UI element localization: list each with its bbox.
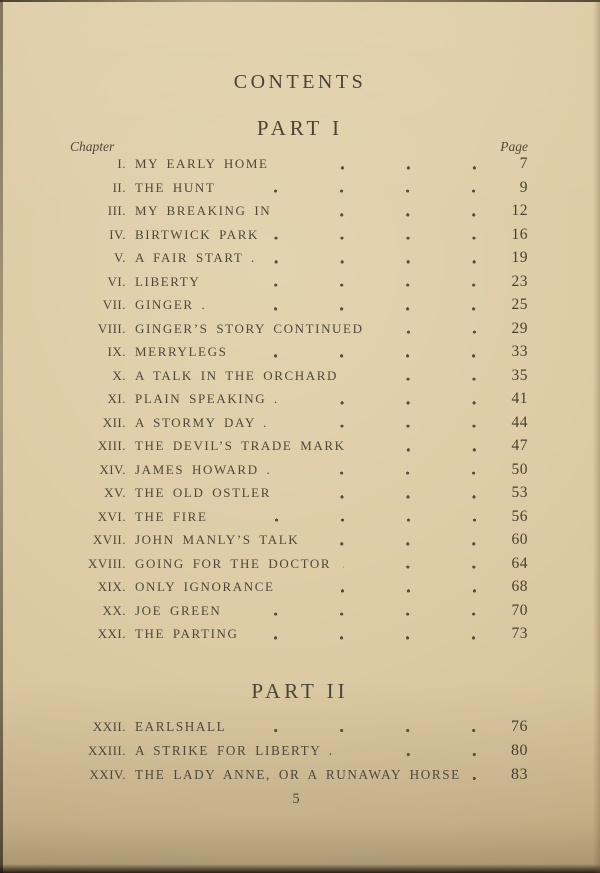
chapter-numeral: XXIII. xyxy=(87,743,126,758)
dot-leader xyxy=(268,246,478,270)
scan-edge-top xyxy=(0,0,600,2)
dot-leader xyxy=(311,528,478,552)
dot-leader xyxy=(473,763,478,787)
dot-leader xyxy=(346,739,478,763)
chapter-title: THE DEVIL’S TRADE MARK xyxy=(135,438,346,453)
toc-entry xyxy=(0,434,600,458)
toc-entry xyxy=(0,411,600,435)
toc-entry xyxy=(0,715,600,739)
page-number: 56 xyxy=(511,507,528,525)
chapter-numeral: XX. xyxy=(102,602,126,618)
chapter-title: A STRIKE FOR LIBERTY . xyxy=(135,743,334,758)
toc-entry xyxy=(0,528,600,552)
page-number: 47 xyxy=(511,437,528,454)
toc-entry xyxy=(0,176,600,200)
page-number: 35 xyxy=(511,366,528,384)
chapter-title: MY BREAKING IN xyxy=(135,203,272,218)
page-number: 7 xyxy=(519,155,528,172)
chapter-numeral: VIII. xyxy=(97,320,126,336)
page-number: 12 xyxy=(511,202,528,219)
scan-edge-right xyxy=(593,0,600,873)
chapter-numeral: V. xyxy=(114,250,126,265)
dot-leader xyxy=(291,387,478,411)
chapter-column-label: Chapter xyxy=(70,139,115,154)
chapter-numeral: III. xyxy=(107,203,126,218)
toc-entry xyxy=(0,763,600,787)
chapter-numeral: XIX. xyxy=(97,579,126,594)
chapter-title: GOING FOR THE DOCTOR xyxy=(135,555,332,571)
page-number: 33 xyxy=(511,343,528,360)
chapter-title: A STORMY DAY . xyxy=(135,414,269,430)
part-2-heading: PART II xyxy=(251,679,349,703)
chapter-numeral: I. xyxy=(117,156,126,171)
dot-leader xyxy=(287,575,478,599)
chapter-title: PLAIN SPEAKING . xyxy=(135,391,279,406)
toc-entry xyxy=(0,199,600,223)
chapter-numeral: XVIII. xyxy=(87,555,126,571)
dot-leader xyxy=(280,411,478,435)
chapter-title: GINGER . xyxy=(135,297,207,312)
chapter-numeral: XI. xyxy=(107,391,126,406)
chapter-numeral: X. xyxy=(112,367,126,383)
chapter-numeral: II. xyxy=(112,179,126,195)
chapter-title: A TALK IN THE ORCHARD xyxy=(135,367,338,383)
page-number: 25 xyxy=(511,296,528,313)
dot-leader xyxy=(283,199,478,223)
chapter-title: A FAIR START . xyxy=(135,250,256,265)
chapter-title: LIBERTY xyxy=(135,273,201,289)
toc-part-1 xyxy=(0,152,600,646)
toc-entry xyxy=(0,270,600,294)
chapter-numeral: XXII. xyxy=(92,719,126,734)
folio-page-number: 5 xyxy=(292,791,300,807)
chapter-title: THE PARTING xyxy=(135,626,239,641)
page-number: 16 xyxy=(511,225,528,243)
dot-leader xyxy=(220,505,479,529)
chapter-title: THE HUNT xyxy=(135,179,216,195)
toc-entry xyxy=(0,458,600,482)
chapter-numeral: XVI. xyxy=(97,508,126,524)
dot-leader xyxy=(376,317,478,341)
toc-entry xyxy=(0,246,600,270)
chapter-title: THE FIRE xyxy=(135,508,208,524)
chapter-title: JOHN MANLY’S TALK xyxy=(135,532,300,547)
page-number: 73 xyxy=(511,625,528,642)
chapter-title: MERRYLEGS xyxy=(135,344,228,359)
page-number: 64 xyxy=(511,554,528,572)
chapter-title: EARLSHALL xyxy=(135,719,227,734)
chapter-numeral: XIV. xyxy=(99,461,126,477)
page-column-label: Page xyxy=(500,139,528,154)
part-1-heading: PART I xyxy=(256,116,344,140)
chapter-numeral: XV. xyxy=(104,485,126,500)
chapter-title: JOE GREEN xyxy=(135,602,222,618)
chapter-title: GINGER’S STORY CONTINUED xyxy=(135,320,364,336)
page-number: 68 xyxy=(511,578,528,595)
toc-entry xyxy=(0,481,600,505)
dot-leader xyxy=(227,176,478,200)
dot-leader xyxy=(350,364,478,388)
chapter-numeral: VI. xyxy=(107,273,126,289)
chapter-title: THE LADY ANNE, OR A RUNAWAY HORSE xyxy=(135,767,461,782)
toc-entry xyxy=(0,340,600,364)
chapter-title: MY EARLY HOME xyxy=(135,156,269,171)
toc-entry xyxy=(0,739,600,763)
toc-entry xyxy=(0,575,600,599)
toc-entry xyxy=(0,293,600,317)
page-number: 53 xyxy=(511,484,528,501)
chapter-title: BIRTWICK PARK xyxy=(135,226,260,242)
page-number: 44 xyxy=(511,413,528,431)
dot-leader xyxy=(239,340,478,364)
toc-entry xyxy=(0,364,600,388)
chapter-title: ONLY IGNORANCE xyxy=(135,579,275,594)
toc-entry xyxy=(0,552,600,576)
chapter-numeral: IV. xyxy=(109,226,126,242)
dot-leader xyxy=(281,152,478,176)
chapter-numeral: VII. xyxy=(102,297,126,312)
page-number: 60 xyxy=(511,531,528,548)
page-number: 41 xyxy=(511,390,528,407)
dot-leader xyxy=(218,293,478,317)
toc-entry xyxy=(0,317,600,341)
toc-part-2 xyxy=(0,715,600,787)
dot-leader xyxy=(283,458,478,482)
dot-leader xyxy=(238,715,478,739)
page-number: 80 xyxy=(511,742,528,759)
chapter-title: THE OLD OSTLER xyxy=(135,485,271,500)
dot-leader xyxy=(250,622,478,646)
page-number: 83 xyxy=(511,766,528,783)
chapter-title: JAMES HOWARD . xyxy=(135,461,272,477)
page-number: 19 xyxy=(511,249,528,266)
scan-edge-bottom xyxy=(0,864,600,873)
page-number: 29 xyxy=(511,319,528,337)
page-number: 76 xyxy=(511,718,528,735)
dot-leader xyxy=(283,481,478,505)
page-number: 9 xyxy=(519,178,528,196)
dot-leader xyxy=(233,599,478,623)
dot-leader xyxy=(358,434,478,458)
scan-edge-left xyxy=(0,0,3,873)
toc-entry xyxy=(0,387,600,411)
toc-entry xyxy=(0,599,600,623)
toc-entry xyxy=(0,223,600,247)
chapter-numeral: XIII. xyxy=(97,438,126,453)
page-number: 70 xyxy=(511,601,528,619)
contents-title: CONTENTS xyxy=(233,71,367,93)
page-number: 23 xyxy=(511,272,528,290)
chapter-numeral: IX. xyxy=(107,344,126,359)
chapter-numeral: XVII. xyxy=(92,532,126,547)
page-number: 50 xyxy=(511,460,528,478)
dot-leader xyxy=(271,223,478,247)
dot-leader xyxy=(343,552,478,576)
chapter-numeral: XXIV. xyxy=(89,767,126,782)
toc-entry xyxy=(0,505,600,529)
toc-entry xyxy=(0,622,600,646)
toc-entry xyxy=(0,152,600,176)
dot-leader xyxy=(212,270,478,294)
chapter-numeral: XII. xyxy=(102,414,126,430)
chapter-numeral: XXI. xyxy=(97,626,126,641)
